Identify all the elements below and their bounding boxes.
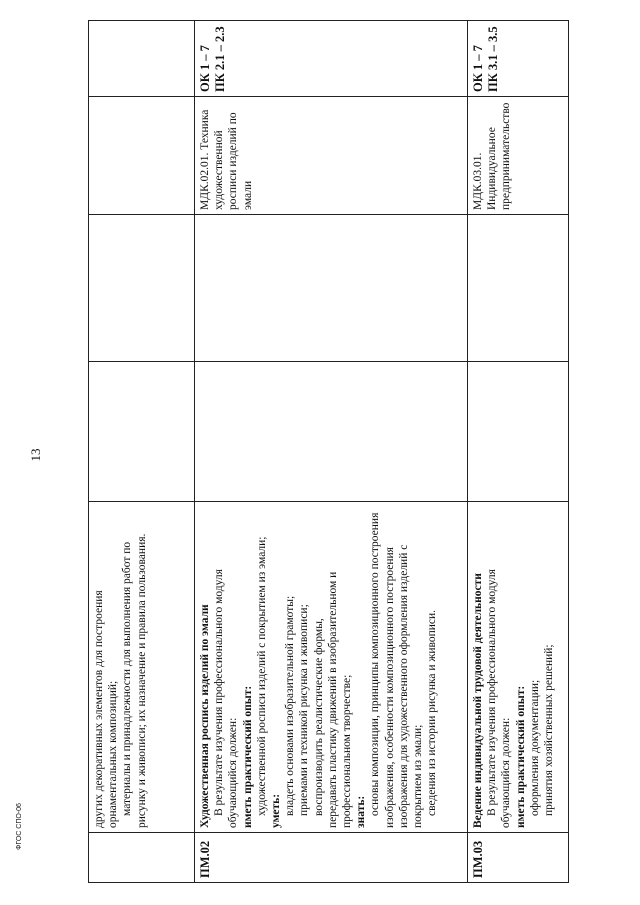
hours-cell (195, 215, 468, 362)
module-content (195, 502, 468, 833)
hours-cell (89, 215, 195, 362)
content-line: основы композиции, принципы композиционного построения изображения, особенности композиционного построения изображения для художественного оформления изделий с покрытием из эмали; (369, 512, 425, 828)
content-line: В результате изучения профессионального модуля обучающийся должен: (486, 569, 513, 828)
curriculum-table (88, 20, 569, 883)
content-line: иметь практический опыт: (241, 685, 254, 828)
module-code (89, 833, 195, 883)
content-line: передавать пластику движений в изобразительном и профессиональном творчестве; (326, 571, 354, 828)
content-line: иметь практический опыт: (514, 685, 527, 828)
content-line: материалы и принадлежности для выполнения работ по рисунку и живописи; их назначение и правила пользования. (121, 533, 148, 828)
content-line: уметь: (270, 793, 283, 828)
competences-cell (89, 21, 195, 97)
hours-cell (195, 362, 468, 502)
content-line: Ведение индивидуальной трудовой деятельности (472, 573, 484, 828)
module-code: ПМ.03 (468, 833, 569, 883)
table-row (468, 21, 569, 883)
content-line: принятия хозяйственных решений; (543, 644, 556, 816)
content-line: сведения из истории рисунка и живописи. (426, 609, 439, 816)
hours-cell (468, 215, 569, 362)
content-line: воспроизводить реалистические формы, (312, 618, 325, 816)
mdk-cell: МДК.02.01. Техника художественной росписи изделий по эмали (195, 97, 468, 215)
module-content (468, 502, 569, 833)
hours-cell (89, 362, 195, 502)
content-line: владеть основами изобразительной грамоты; (284, 595, 297, 816)
curriculum-table-rotated (88, 21, 568, 883)
competences-cell: ОК 1 – 7 ПК 3.1 – 3.5 (468, 21, 569, 97)
table-row (89, 21, 195, 883)
content-line: знать: (355, 795, 368, 828)
module-code: ПМ.02 (195, 833, 468, 883)
competences-cell: ОК 1 – 7 ПК 2.1 – 2.3 (195, 21, 468, 97)
hours-cell (468, 362, 569, 502)
module-content (89, 502, 195, 833)
content-line: художественной росписи изделий с покрытием из эмали; (255, 536, 268, 816)
content-line: других декоративных элементов для построения орнаментальных композиций; (93, 590, 120, 828)
content-line: В результате изучения профессионального модуля обучающийся должен: (213, 569, 240, 828)
footer-standard-label: ФГОС СПО-06 (15, 803, 23, 850)
mdk-cell: МДК.03.01. Индивидуальное предпринимательство (468, 97, 569, 215)
content-line: приемами и техникой рисунка и живописи; (298, 604, 311, 816)
content-line: оформления документации; (528, 679, 541, 816)
content-line: Художественная роспись изделий по эмали (199, 604, 211, 828)
table-row (195, 21, 468, 883)
mdk-cell (89, 97, 195, 215)
page-number: 13 (28, 448, 43, 462)
